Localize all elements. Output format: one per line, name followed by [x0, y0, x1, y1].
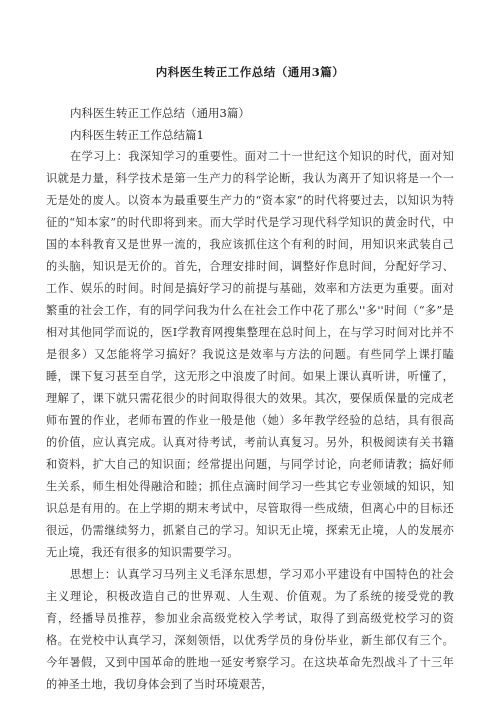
- paragraph-study: 在学习上：我深知学习的重要性。面对二十一世纪这个知识的时代，面对知识就是力量，科学技术是第一生产力的科学论断，我认为离开了知识将是一个一无是处的废人。以资本为最重要生产力的“资本家”的时代将要过去，以知识为特征的“知本家”的时代即将到来。而大学时代是学习现代科学知识的黄金时代，中国的本科教育又是世界一流的，我应该抓住这个有利的时间，用知识来武装自己的头脑，知识是无价的。首先，合理安排时间，调整好作息时间，分配好学习、工作、娱乐的时间。时间是搞好学习的前提与基础，效率和方法更为重要。面对繁重的社会工作，有的同学问我为什么在社会工作中花了那么''多''时间（“多”是相对其他同学而说的，医I学教育网搜集整理在总时间上，在与学习时间对比并不是很多）又怎能将学习搞好？我说这是效率与方法的问题。有些同学上课打瞌睡，课下复习甚至自学，这无形之中浪废了时间。如果上课认真听讲，听懂了，理解了，课下就只需花很少的时间取得很大的效果。其次，要保质保量的完成老师布置的作业，老师布置的作业一般是他（她）多年教学经验的总结，具有很高的价值，应认真完成。认真对待考试，考前认真复习。另外，积极阅读有关书籍和资料，扩大自己的知识面；经常提出问题，与同学讨论，向老师请教；搞好师生关系，师生相处得融洽和睦；抓住点滴时间学习一些其它专业领域的知识，知识总是有用的。在上学期的期末考试中，尽管取得一些成绩，但离心中的目标还很远，仍需继续努力，抓紧自己的学习。知识无止境，探索无止境，人的发展亦无止境，我还有很多的知识需要学习。: [46, 150, 454, 559]
- document-title: 内科医生转正工作总结（通用3篇）: [155, 65, 345, 79]
- document-subtitle: 内科医生转正工作总结（通用3篇）: [70, 106, 250, 120]
- paragraph-ideology: 思想上：认真学习马列主义毛泽东思想，学习邓小平建设有中国特色的社会主义理论，积极改造自己的世界观、人生观、价值观。为了系统的接受党的教育，经播导员推荐，参加业余高级党校入学考试，取得了到高级党校学习的资格。在党校中认真学习，深刻领悟，以优秀学员的身份毕业，新生部仅有三个。今年暑假，又到中国革命的胜地一延安考察学习。在这块革命先烈战斗了十三年的神圣土地，我切身体会到了当时环境艰苦，: [46, 568, 454, 691]
- section-heading: 内科医生转正工作总结篇1: [70, 128, 204, 142]
